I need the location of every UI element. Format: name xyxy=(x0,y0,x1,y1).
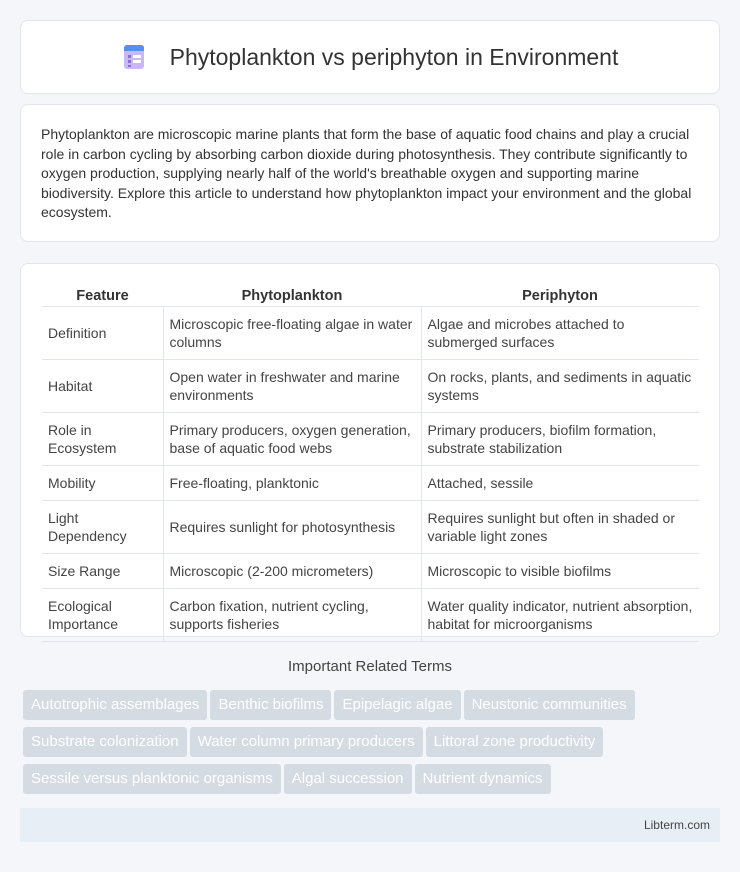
periphyton-cell: Primary producers, biofilm formation, substrate stabilization xyxy=(421,413,699,466)
term-tag[interactable]: Substrate colonization xyxy=(23,727,187,757)
term-tag[interactable]: Benthic biofilms xyxy=(210,690,331,720)
title-card xyxy=(20,20,720,94)
feature-cell: Definition xyxy=(42,307,163,360)
phytoplankton-cell: Microscopic free-floating algae in water columns xyxy=(163,307,421,360)
term-tag[interactable]: Neustonic communities xyxy=(464,690,635,720)
table-row xyxy=(42,466,699,501)
table-row xyxy=(42,307,699,360)
periphyton-cell: Microscopic to visible biofilms xyxy=(421,554,699,589)
feature-cell: Ecological Importance xyxy=(42,589,163,642)
periphyton-cell: Requires sunlight but often in shaded or variable light zones xyxy=(421,501,699,554)
intro-text: Phytoplankton are microscopic marine plants that form the base of aquatic food chains and play a crucial role in carbon cycling by absorbing carbon dioxide during photosynthesis. They contribute significantly to oxygen production, supplying nearly half of the world's breathable oxygen and supporting marine biodiversity. Explore this article to understand how phytoplankton impact your environment and the global ecosystem. xyxy=(41,126,692,221)
footer xyxy=(20,808,720,842)
page-title: Phytoplankton vs periphyton in Environment xyxy=(169,43,619,70)
term-tag[interactable]: Nutrient dynamics xyxy=(415,764,551,794)
phytoplankton-cell: Primary producers, oxygen generation, base of aquatic food webs xyxy=(163,413,421,466)
document-icon xyxy=(122,44,148,70)
comparison-table xyxy=(42,284,699,642)
table-row xyxy=(42,360,699,413)
periphyton-cell: On rocks, plants, and sediments in aquatic systems xyxy=(421,360,699,413)
term-tag[interactable]: Water column primary producers xyxy=(190,727,423,757)
periphyton-cell: Algae and microbes attached to submerged surfaces xyxy=(421,307,699,360)
table-header-row xyxy=(42,284,699,307)
header-phytoplankton: Phytoplankton xyxy=(163,284,421,307)
term-tag[interactable]: Littoral zone productivity xyxy=(426,727,604,757)
intro-card xyxy=(20,104,720,242)
table-row xyxy=(42,413,699,466)
periphyton-cell: Attached, sessile xyxy=(421,466,699,501)
table-row xyxy=(42,589,699,642)
related-terms-title: Important Related Terms xyxy=(288,658,452,675)
feature-cell: Mobility xyxy=(42,466,163,501)
feature-cell: Role in Ecosystem xyxy=(42,413,163,466)
term-tag[interactable]: Algal succession xyxy=(284,764,412,794)
phytoplankton-cell: Microscopic (2-200 micrometers) xyxy=(163,554,421,589)
table-card xyxy=(20,263,720,637)
related-terms-list xyxy=(23,690,713,801)
feature-cell: Habitat xyxy=(42,360,163,413)
phytoplankton-cell: Requires sunlight for photosynthesis xyxy=(163,501,421,554)
periphyton-cell: Water quality indicator, nutrient absorption, habitat for microorganisms xyxy=(421,589,699,642)
table-row xyxy=(42,501,699,554)
header-periphyton: Periphyton xyxy=(421,284,699,307)
phytoplankton-cell: Open water in freshwater and marine environments xyxy=(163,360,421,413)
feature-cell: Size Range xyxy=(42,554,163,589)
phytoplankton-cell: Free-floating, planktonic xyxy=(163,466,421,501)
phytoplankton-cell: Carbon fixation, nutrient cycling, supports fisheries xyxy=(163,589,421,642)
footer-brand-link[interactable]: Libterm.com xyxy=(643,818,710,832)
header-feature: Feature xyxy=(42,284,163,307)
table-row xyxy=(42,554,699,589)
term-tag[interactable]: Epipelagic algae xyxy=(334,690,460,720)
term-tag[interactable]: Autotrophic assemblages xyxy=(23,690,207,720)
feature-cell: Light Dependency xyxy=(42,501,163,554)
term-tag[interactable]: Sessile versus planktonic organisms xyxy=(23,764,281,794)
